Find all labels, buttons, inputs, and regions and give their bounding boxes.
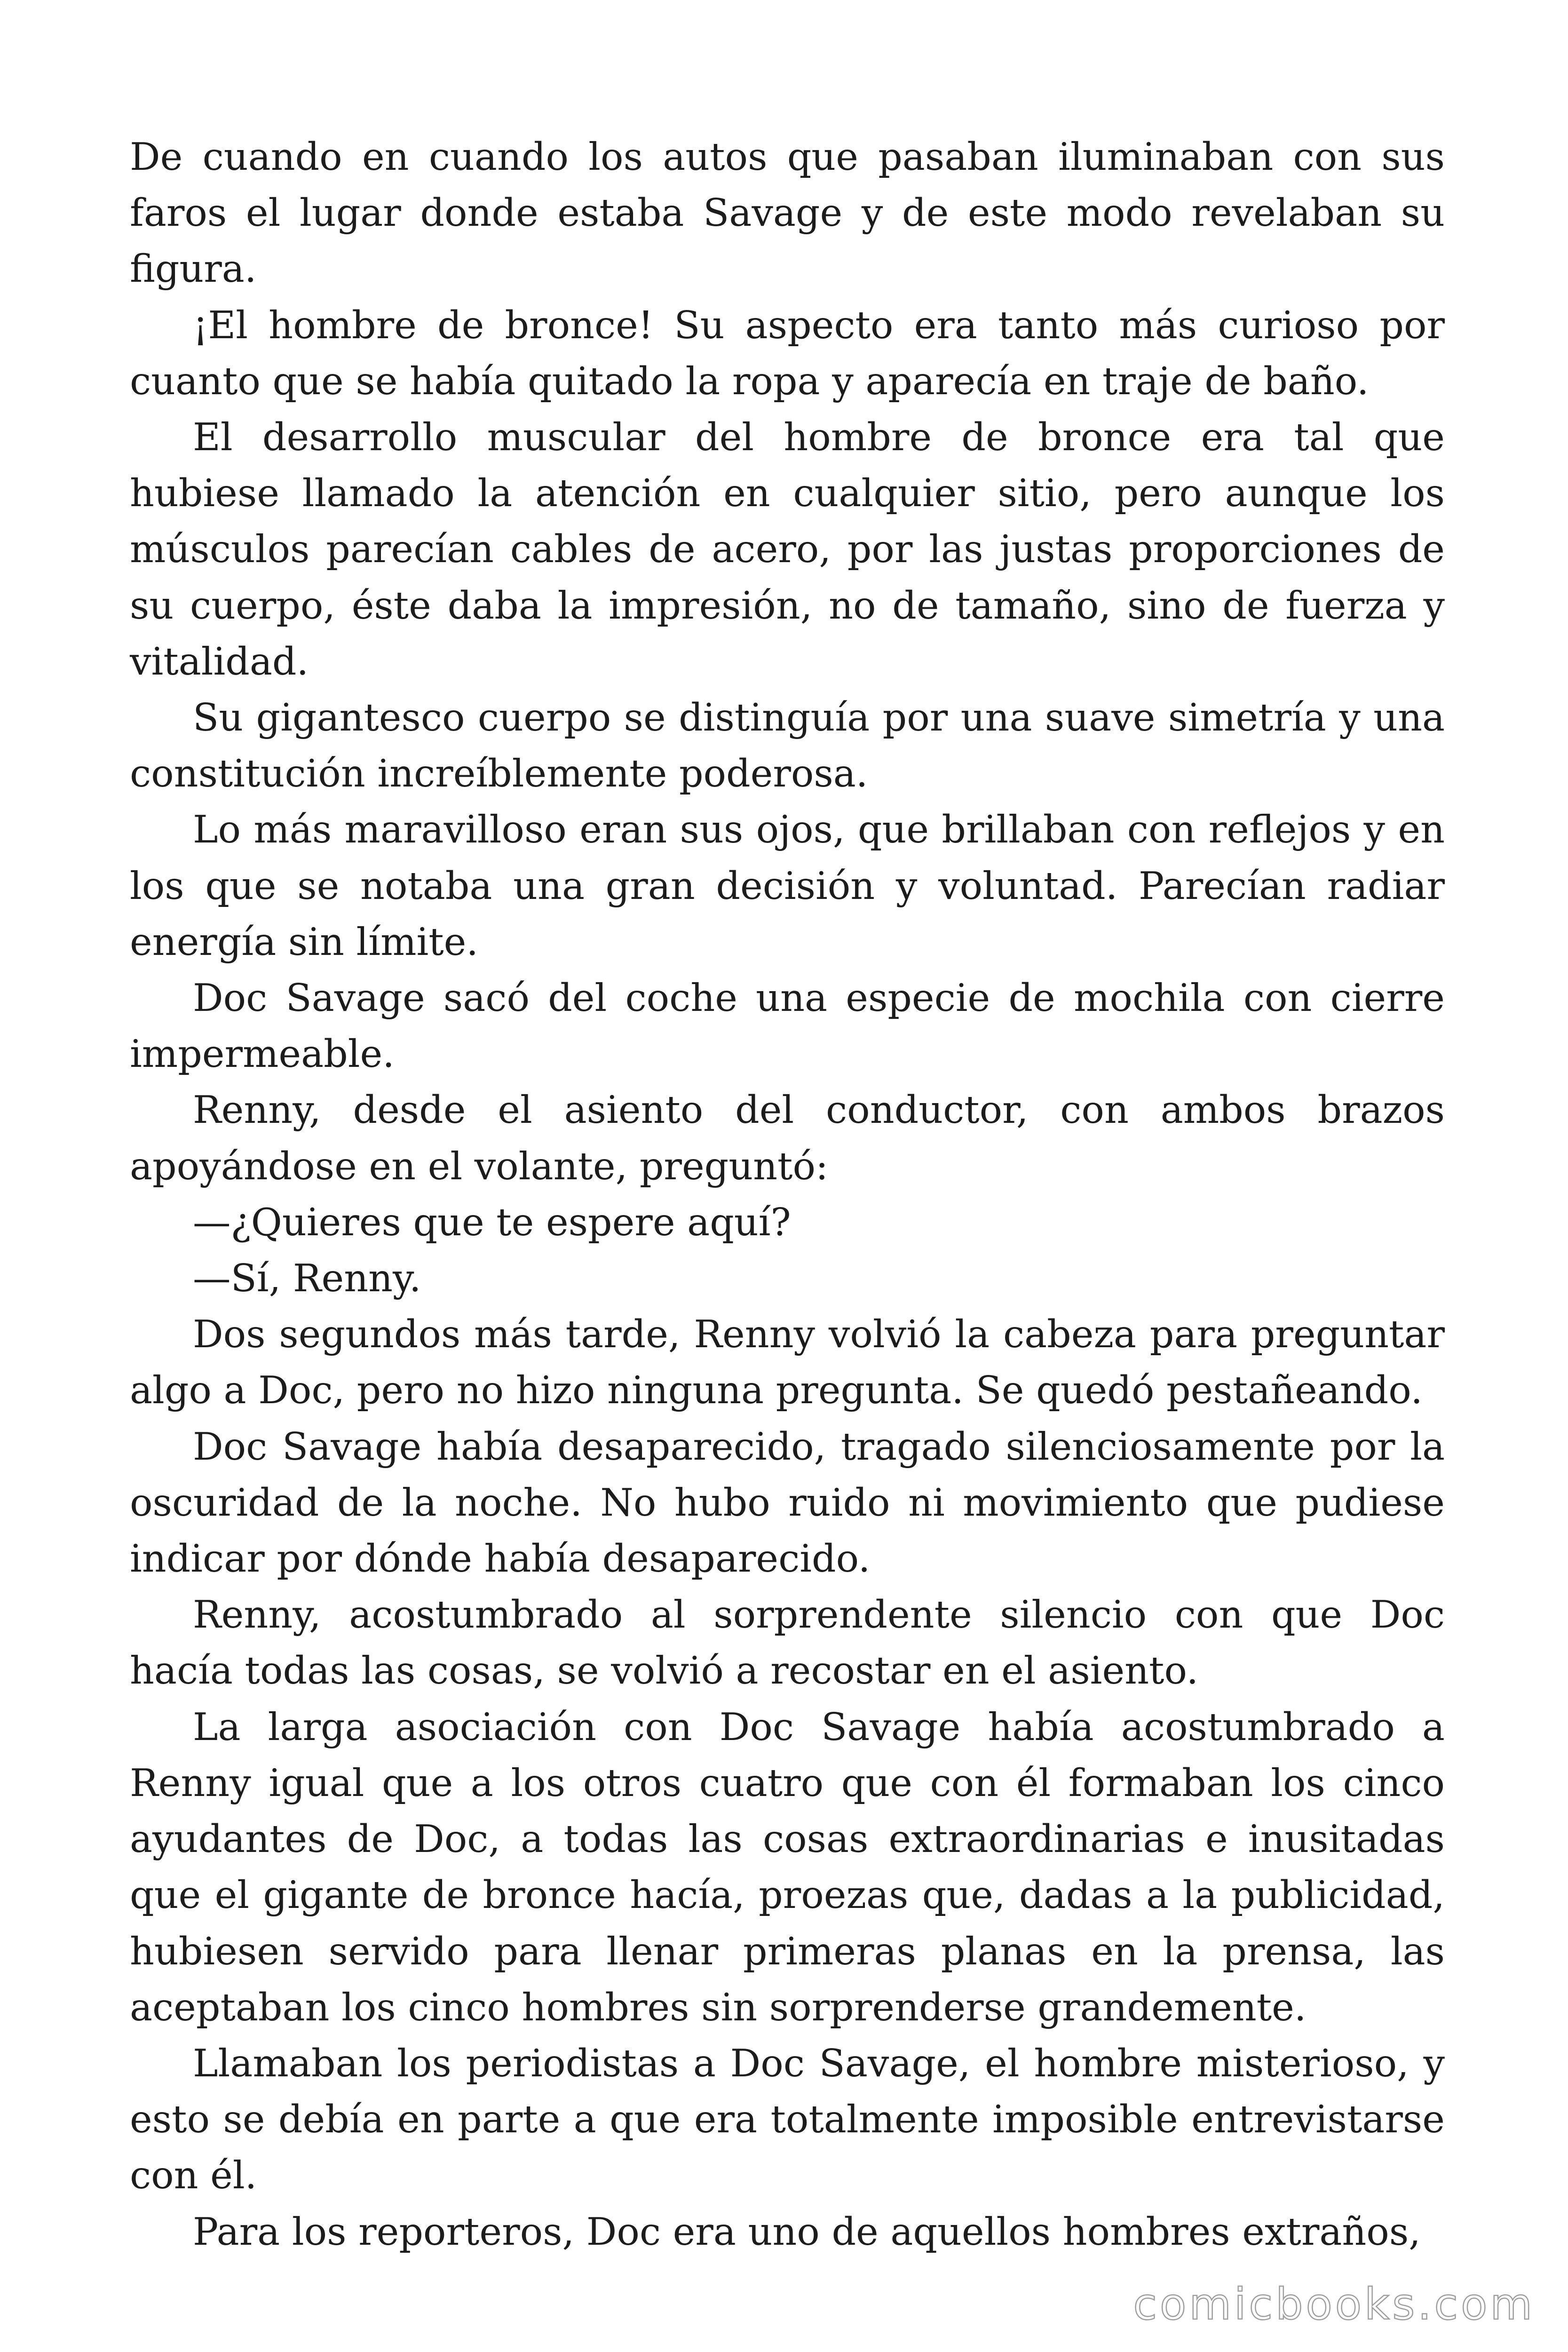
paragraph: De cuando en cuando los autos que pasaban iluminaban con sus faros el lugar donde estaba Savage y de este modo revelaban su figura. <box>130 135 1445 292</box>
paragraph: Lo más maravilloso eran sus ojos, que brillaban con reflejos y en los que se notaba una gran decisión y voluntad. Parecían radiar energía sin límite. <box>130 808 1445 964</box>
paragraph: Dos segundos más tarde, Renny volvió la cabeza para preguntar algo a Doc, pero no hizo ninguna pregunta. Se quedó pestañeando. <box>130 1312 1445 1413</box>
paragraph: La larga asociación con Doc Savage había acostumbrado a Renny igual que a los otros cuatro que con él formaban los cinco ayudantes de Doc, a todas las cosas extraordinarias e inusitadas que el gigante de bronce hacía, proezas que, dadas a la publicidad, hubiesen servido para llenar primeras planas en la prensa, las aceptaban los cinco hombres sin sorprenderse grandemente. <box>130 1705 1445 2030</box>
dialogue-line: —Sí, Renny. <box>193 1256 421 1301</box>
paragraph: Renny, desde el asiento del conductor, con ambos brazos apoyándose en el volante, preguntó: <box>130 1088 1445 1189</box>
paragraph: Doc Savage sacó del coche una especie de mochila con cierre impermeable. <box>130 976 1445 1077</box>
paragraph: Doc Savage había desaparecido, tragado silenciosamente por la oscuridad de la noche. No hubo ruido ni movimiento que pudiese indicar por dónde había desaparecido. <box>130 1424 1445 1581</box>
dialogue-line: —¿Quieres que te espere aquí? <box>193 1200 791 1245</box>
page-body <box>130 129 1445 2260</box>
paragraph: Para los reporteros, Doc era uno de aquellos hombres extraños, <box>193 2209 1421 2254</box>
paragraph: El desarrollo muscular del hombre de bronce era tal que hubiese llamado la atención en cualquier sitio, pero aunque los músculos parecían cables de acero, por las justas proporciones de su cuerpo, éste daba la impresión, no de tamaño, sino de fuerza y vitalidad. <box>130 415 1445 684</box>
watermark: comicbooks.com <box>1133 2279 1535 2329</box>
paragraph: Renny, acostumbrado al sorprendente silencio con que Doc hacía todas las cosas, se volvió a recostar en el asiento. <box>130 1593 1445 1693</box>
paragraph: Llamaban los periodistas a Doc Savage, el hombre misterioso, y esto se debía en parte a que era totalmente imposible entrevistarse con él. <box>130 2041 1445 2198</box>
paragraph: Su gigantesco cuerpo se distinguía por una suave simetría y una constitución increíblemente poderosa. <box>130 696 1445 796</box>
paragraph: ¡El hombre de bronce! Su aspecto era tanto más curioso por cuanto que se había quitado la ropa y aparecía en traje de baño. <box>130 303 1445 404</box>
